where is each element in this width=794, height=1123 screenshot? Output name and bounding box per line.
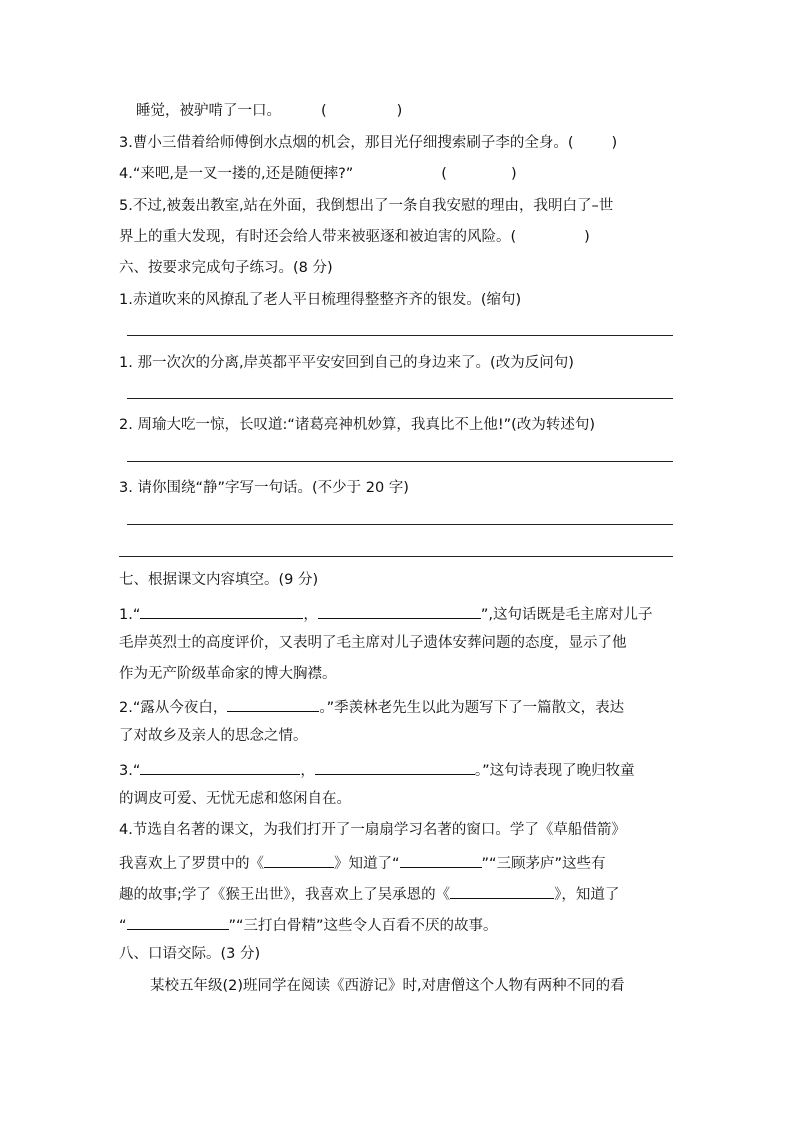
section8-heading: 八、口语交际。(3 分) <box>119 946 261 962</box>
answer-line-q1[interactable] <box>127 335 673 336</box>
section7-q3-line2: 的调皮可爱、无忧无虑和悠闲自在。 <box>119 791 351 807</box>
item4-line: 4.“来吧,是一叉一搂的,还是随便摔?” ( ) <box>119 166 517 182</box>
section7-heading: 七、根据课文内容填空。(9 分) <box>119 572 319 588</box>
section7-q2-line2: 了对故乡及亲人的思念之情。 <box>119 728 308 744</box>
section6-q3: 2. 周瑜大吃一惊，长叹道:“诸葛亮神机妙算，我真比不上他!”(改为转述句) <box>119 417 595 433</box>
item2-continuation: 睡觉，被驴啃了一口。 ( ) <box>136 103 403 119</box>
section6-q1: 1.赤道吹来的风撩乱了老人平日梳理得整整齐齐的银发。(缩句) <box>119 292 522 308</box>
item5-line1: 5.不过,被轰出教室,站在外面，我倒想出了一条自我安慰的理由，我明白了–世 <box>119 198 614 214</box>
section7-q1-line3: 作为无产阶级革命家的博大胸襟。 <box>119 666 337 682</box>
blank-q3a[interactable] <box>140 758 300 775</box>
section6-q4: 3. 请你围绕“静”字写一句话。(不少于 20 字) <box>119 480 409 496</box>
section8-text: 某校五年级(2)班同学在阅读《西游记》时,对唐僧这个人物有两种不同的看 <box>150 978 625 994</box>
blank-q4b[interactable] <box>400 851 482 868</box>
blank-q4d[interactable] <box>127 913 229 930</box>
section7-q1-line1: 1.“ ， ”,这句话既是毛主席对儿子 <box>119 602 652 625</box>
answer-line-q3[interactable] <box>127 461 673 462</box>
item5-line2: 界上的重大发现，有时还会给人带来被驱逐和被迫害的风险。( ) <box>119 229 590 245</box>
section7-q3-line1: 3.“ ， 。”这句诗表现了晚归牧童 <box>119 758 635 781</box>
answer-line-q4b[interactable] <box>119 556 673 557</box>
answer-line-q2[interactable] <box>127 398 673 399</box>
blank-q3b[interactable] <box>315 758 475 775</box>
blank-q1a[interactable] <box>140 602 303 619</box>
blank-q4c[interactable] <box>450 882 554 899</box>
section7-q4-line4: “ ”“三打白骨精”这些令人百看不厌的故事。 <box>119 913 498 936</box>
section6-q2: 1. 那一次次的分离,岸英都平平安安回到自己的身边来了。(改为反问句) <box>119 355 574 371</box>
section7-q4-line1: 4.节选自名著的课文，为我们打开了一扇扇学习名著的窗口。学了《草船借箭》 <box>119 822 626 838</box>
item3-line: 3.曹小三借着给师傅倒水点烟的机会，那目光仔细搜索刷子李的全身。( ) <box>119 135 618 151</box>
section6-heading: 六、按要求完成句子练习。(8 分) <box>119 260 333 276</box>
section7-q2-line1: 2.“露从今夜白， 。”季羡林老先生以此为题写下了一篇散文，表达 <box>119 695 624 718</box>
section7-q4-line2: 我喜欢上了罗贯中的《 》知道了“ ”“三顾茅庐”这些有 <box>119 851 606 874</box>
blank-q1b[interactable] <box>318 602 481 619</box>
blank-q2[interactable] <box>227 695 319 712</box>
answer-line-q4a[interactable] <box>127 524 673 525</box>
section7-q4-line3: 趣的故事;学了《猴王出世》，我喜欢上了吴承恩的《 》，知道了 <box>119 882 619 905</box>
blank-q4a[interactable] <box>264 851 334 868</box>
section7-q1-line2: 毛岸英烈士的高度评价，又表明了毛主席对儿子遗体安葬问题的态度，显示了他 <box>119 635 627 651</box>
